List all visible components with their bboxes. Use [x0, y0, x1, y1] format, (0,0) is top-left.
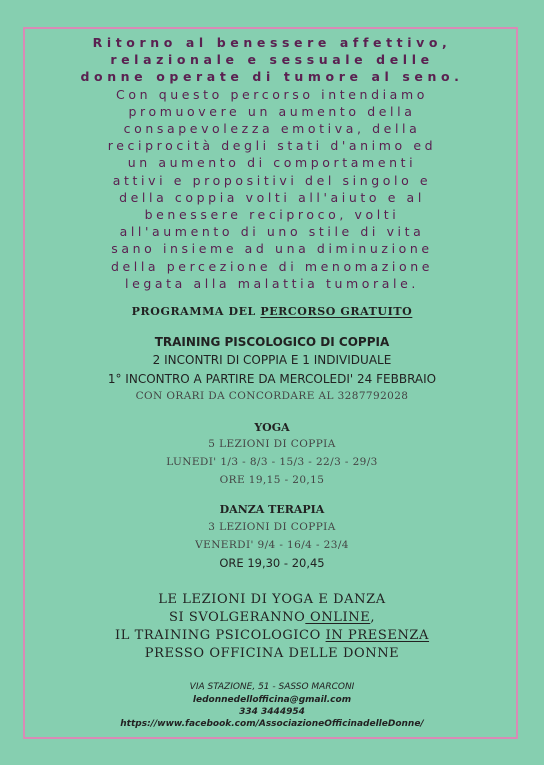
yoga-dates: LUNEDI' 1/3 - 8/3 - 15/3 - 22/3 - 29/3: [166, 456, 378, 468]
intro-line: della coppia volti all'aiuto e al: [119, 189, 425, 205]
training-schedule: CON ORARI DA CONCORDARE AL 3287792028: [135, 390, 409, 402]
danza-sessions: 3 LEZIONI DI COPPIA: [208, 521, 336, 533]
notice-online-prefix: SI SVOLGERANNO: [168, 610, 306, 625]
yoga-sessions: 5 LEZIONI DI COPPIA: [208, 438, 336, 450]
footer-phone: 334 3444954: [239, 707, 305, 717]
intro-line: consapevolezza emotiva, della: [123, 121, 421, 137]
training-sessions: 2 INCONTRI DI COPPIA E 1 INDIVIDUALE: [152, 353, 392, 367]
intro-line: donne operate di tumore al seno.: [80, 69, 464, 85]
yoga-hours: ORE 19,15 - 20,15: [219, 474, 325, 486]
intro-line: Ritorno al benessere affettivo,: [92, 35, 452, 50]
programma-prefix: PROGRAMMA DEL: [131, 305, 261, 318]
notice-line-2: [0, 610, 544, 625]
programma-heading: [0, 305, 544, 318]
intro-line: reciprocità degli stati d'animo ed: [107, 138, 437, 154]
notice-line-3: [0, 628, 544, 643]
yoga-title: YOGA: [254, 421, 290, 434]
notice-line-1: LE LEZIONI DI YOGA E DANZA: [158, 592, 386, 607]
training-title: TRAINING PISCOLOGICO DI COPPIA: [154, 335, 390, 349]
intro-line: benessere reciproco, volti: [144, 207, 400, 223]
intro-line: sano insieme ad una diminuzione: [111, 241, 433, 257]
notice-online-label: ONLINE: [305, 610, 371, 625]
intro-paragraph: [30, 34, 514, 292]
footer-address: VIA STAZIONE, 51 - SASSO MARCONI: [189, 682, 355, 692]
notice-line-4: PRESSO OFFICINA DELLE DONNE: [144, 646, 400, 661]
danza-title: DANZA TERAPIA: [219, 503, 325, 516]
footer-email[interactable]: ledonnedellofficina@gmail.com: [192, 695, 352, 705]
intro-line: della percezione di menomazione: [110, 258, 434, 274]
training-start-date: 1° INCONTRO A PARTIRE DA MERCOLEDI' 24 FEBBRAIO: [107, 372, 437, 386]
danza-dates: VENERDI' 9/4 - 16/4 - 23/4: [195, 539, 349, 551]
intro-line: legata alla malattia tumorale.: [125, 275, 419, 291]
intro-line: relazionale e sessuale delle: [110, 52, 434, 68]
intro-line: promuovere un aumento della: [128, 103, 416, 119]
footer-facebook-link[interactable]: https://www.facebook.com/AssociazioneOfficinadelleDonne/: [120, 719, 424, 729]
intro-line: all'aumento di uno stile di vita: [119, 224, 425, 240]
intro-line: un aumento di comportamenti: [127, 155, 417, 171]
notice-presence-label: IN PRESENZA: [325, 628, 430, 643]
intro-line: Con questo percorso intendiamo: [116, 86, 428, 102]
danza-hours: ORE 19,30 - 20,45: [219, 556, 325, 570]
notice-online-suffix: ,: [370, 610, 376, 625]
notice-presence-prefix: IL TRAINING PSICOLOGICO: [114, 628, 326, 643]
intro-line: attivi e propositivi del singolo e: [112, 172, 432, 188]
programma-free-label: PERCORSO GRATUITO: [260, 305, 413, 318]
